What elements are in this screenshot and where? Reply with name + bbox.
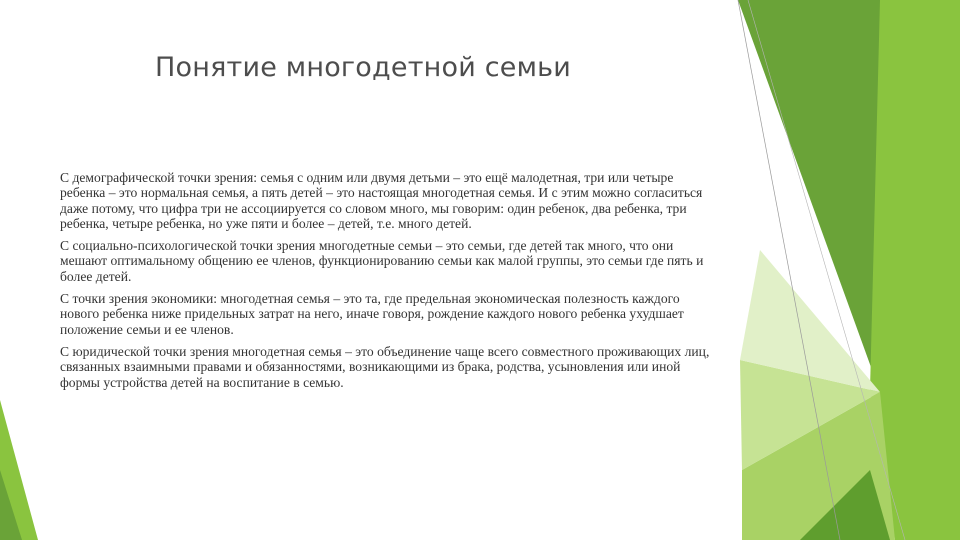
paragraph-economic: С точки зрения экономики: многодетная семья – это та, где предельная экономическая полезность каждого нового ребенка ниже придельных затрат на него, иначе говоря, рождение каждого нового ребенка ухудшает положение семьи и ее членов. (60, 291, 684, 337)
slide-body (60, 170, 720, 397)
paragraph-legal: С юридической точки зрения многодетная семья – это объединение чаще всего совместного проживающих лиц, связанных взаимными правами и обязанностями, возникающими из брака, родства, усыновления или иной формы устройства детей на воспитание в семью. (60, 343, 710, 390)
paragraph-sociopsychological: С социально-психологической точки зрения многодетные семьи – это семьи, где детей так много, что они мешают оптимальному общению ее членов, функционированию семьи как малой группы, это семьи где пять и более детей. (60, 238, 704, 284)
slide-title: Понятие многодетной семьи (155, 52, 572, 83)
paragraph-demographic: С демографической точки зрения: семья с одним или двумя детьми – это ещё малодетная, три или четыре ребенка – это нормальная семья, а пять детей – это настоящая многодетная семья. И с этим можно согласиться даже потому, что цифра три не ассоциируется со словом много, мы говорим: один ребенок, два ребенка, три ребенка, четыре ребенка, но уже пяти и более – детей, т.е. много детей. (60, 170, 703, 231)
